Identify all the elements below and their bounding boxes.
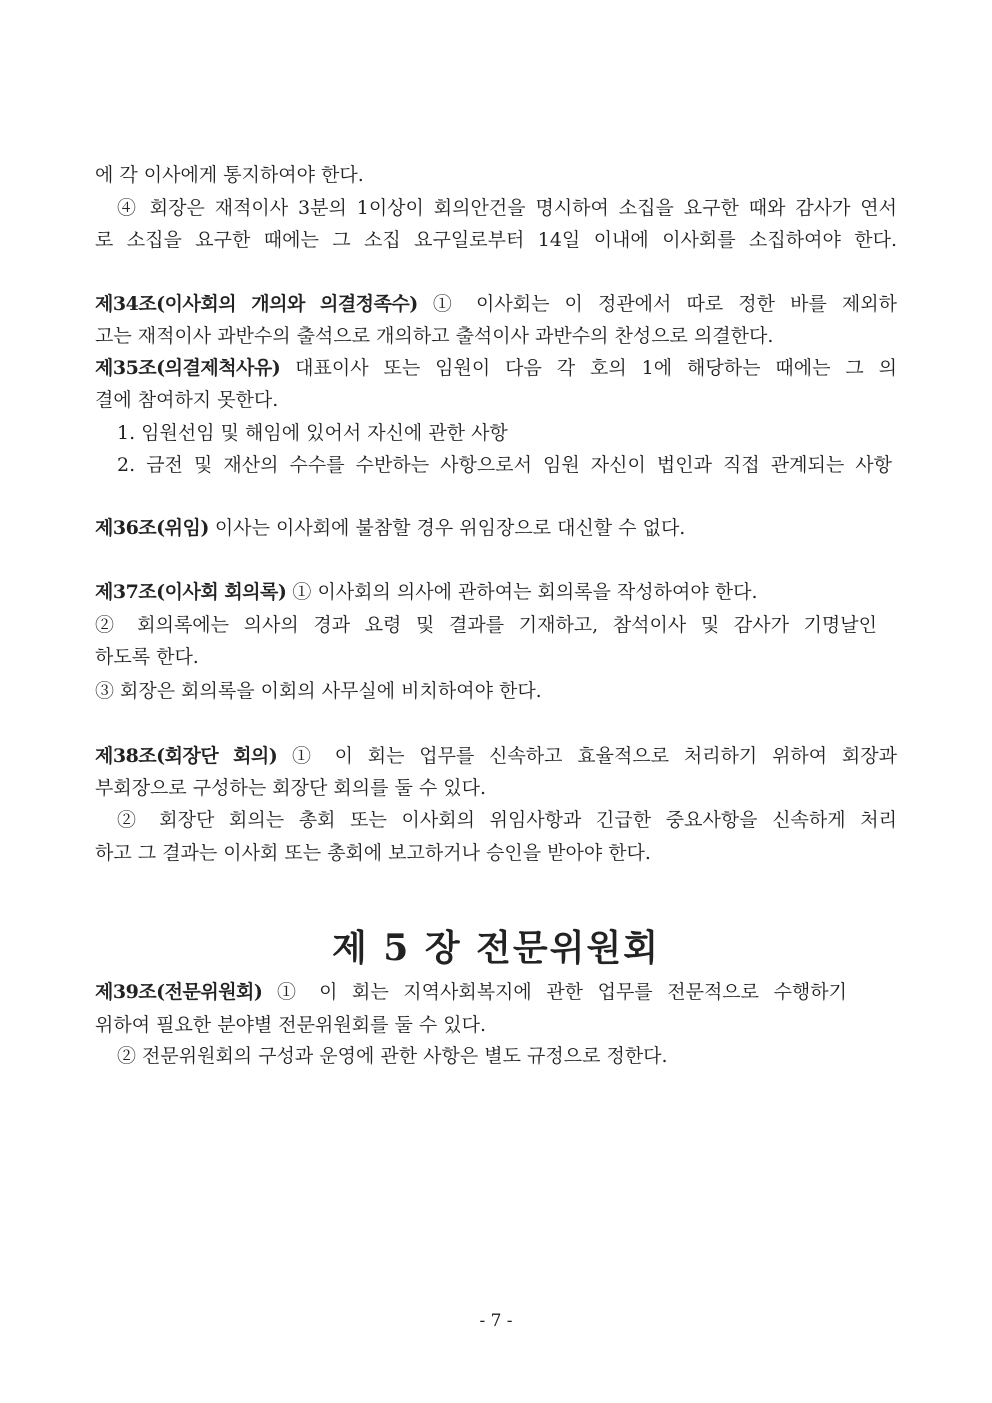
text-line: 에 각 이사에게 통지하여야 한다. <box>95 164 364 186</box>
text-line: 하고 그 결과는 이사회 또는 총회에 보고하거나 승인을 받아야 한다. <box>95 842 651 864</box>
article-text: ① 이 회는 지역사회복지에 관한 업무를 전문적으로 수행하기 <box>262 981 847 1003</box>
article-35 <box>95 356 897 380</box>
article-38 <box>95 744 897 768</box>
article-text: ① 이사회의 의사에 관하여는 회의록을 작성하여야 한다. <box>286 581 758 603</box>
text-line: ② 회의록에는 의사의 경과 요령 및 결과를 기재하고, 참석이사 및 감사가 기명날인 <box>95 614 877 636</box>
article-text: 대표이사 또는 임원이 다음 각 호의 1에 해당하는 때에는 그 의 <box>280 357 897 379</box>
list-item: 1. 임원선임 및 해임에 있어서 자신에 관한 사항 <box>117 422 508 444</box>
article-text: ① 이 회는 업무를 신속하고 효율적으로 처리하기 위하여 회장과 <box>277 745 897 767</box>
chapter-heading: 제 5 장 전문위원회 <box>331 927 661 969</box>
article-37 <box>95 580 897 604</box>
text-line: 하도록 한다. <box>95 646 199 668</box>
page-number: - 7 - <box>479 1311 513 1331</box>
article-title: 제34조(이사회의 개의와 의결정족수) <box>95 293 418 315</box>
text-line: ③ 회장은 회의록을 이회의 사무실에 비치하여야 한다. <box>95 680 542 702</box>
article-text: ① 이사회는 이 정관에서 따로 정한 바를 제외하 <box>417 293 897 315</box>
article-title: 제39조(전문위원회) <box>95 981 263 1003</box>
article-title: 제35조(의결제척사유) <box>95 357 281 379</box>
text-line: 부회장으로 구성하는 회장단 회의를 둘 수 있다. <box>95 777 487 799</box>
article-36 <box>95 516 897 540</box>
article-39 <box>95 980 847 1004</box>
article-title: 제37조(이사회 회의록) <box>95 581 287 603</box>
article-34 <box>95 292 897 316</box>
article-title: 제38조(회장단 회의) <box>95 745 278 767</box>
text-line: 로 소집을 요구한 때에는 그 소집 요구일로부터 14일 이내에 이사회를 소집하여야 한다. <box>95 229 897 251</box>
article-title: 제36조(위임) <box>95 517 209 539</box>
text-line: 위하여 필요한 분야별 전문위원회를 둘 수 있다. <box>95 1014 487 1036</box>
text-line: 결에 참여하지 못한다. <box>95 389 279 411</box>
text-line: ④ 회장은 재적이사 3분의 1이상이 회의안건을 명시하여 소집을 요구한 때와 감사가 연서 <box>117 197 897 219</box>
text-line: ② 회장단 회의는 총회 또는 이사회의 위임사항과 긴급한 중요사항을 신속하게 처리 <box>117 809 897 831</box>
text-line: ② 전문위원회의 구성과 운영에 관한 사항은 별도 규정으로 정한다. <box>117 1045 668 1067</box>
text-line: 고는 재적이사 과반수의 출석으로 개의하고 출석이사 과반수의 찬성으로 의결한다. <box>95 325 774 347</box>
list-item: 2. 금전 및 재산의 수수를 수반하는 사항으로서 임원 자신이 법인과 직접 관계되는 사항 <box>117 454 892 476</box>
article-text: 이사는 이사회에 불참할 경우 위임장으로 대신할 수 없다. <box>208 517 686 539</box>
